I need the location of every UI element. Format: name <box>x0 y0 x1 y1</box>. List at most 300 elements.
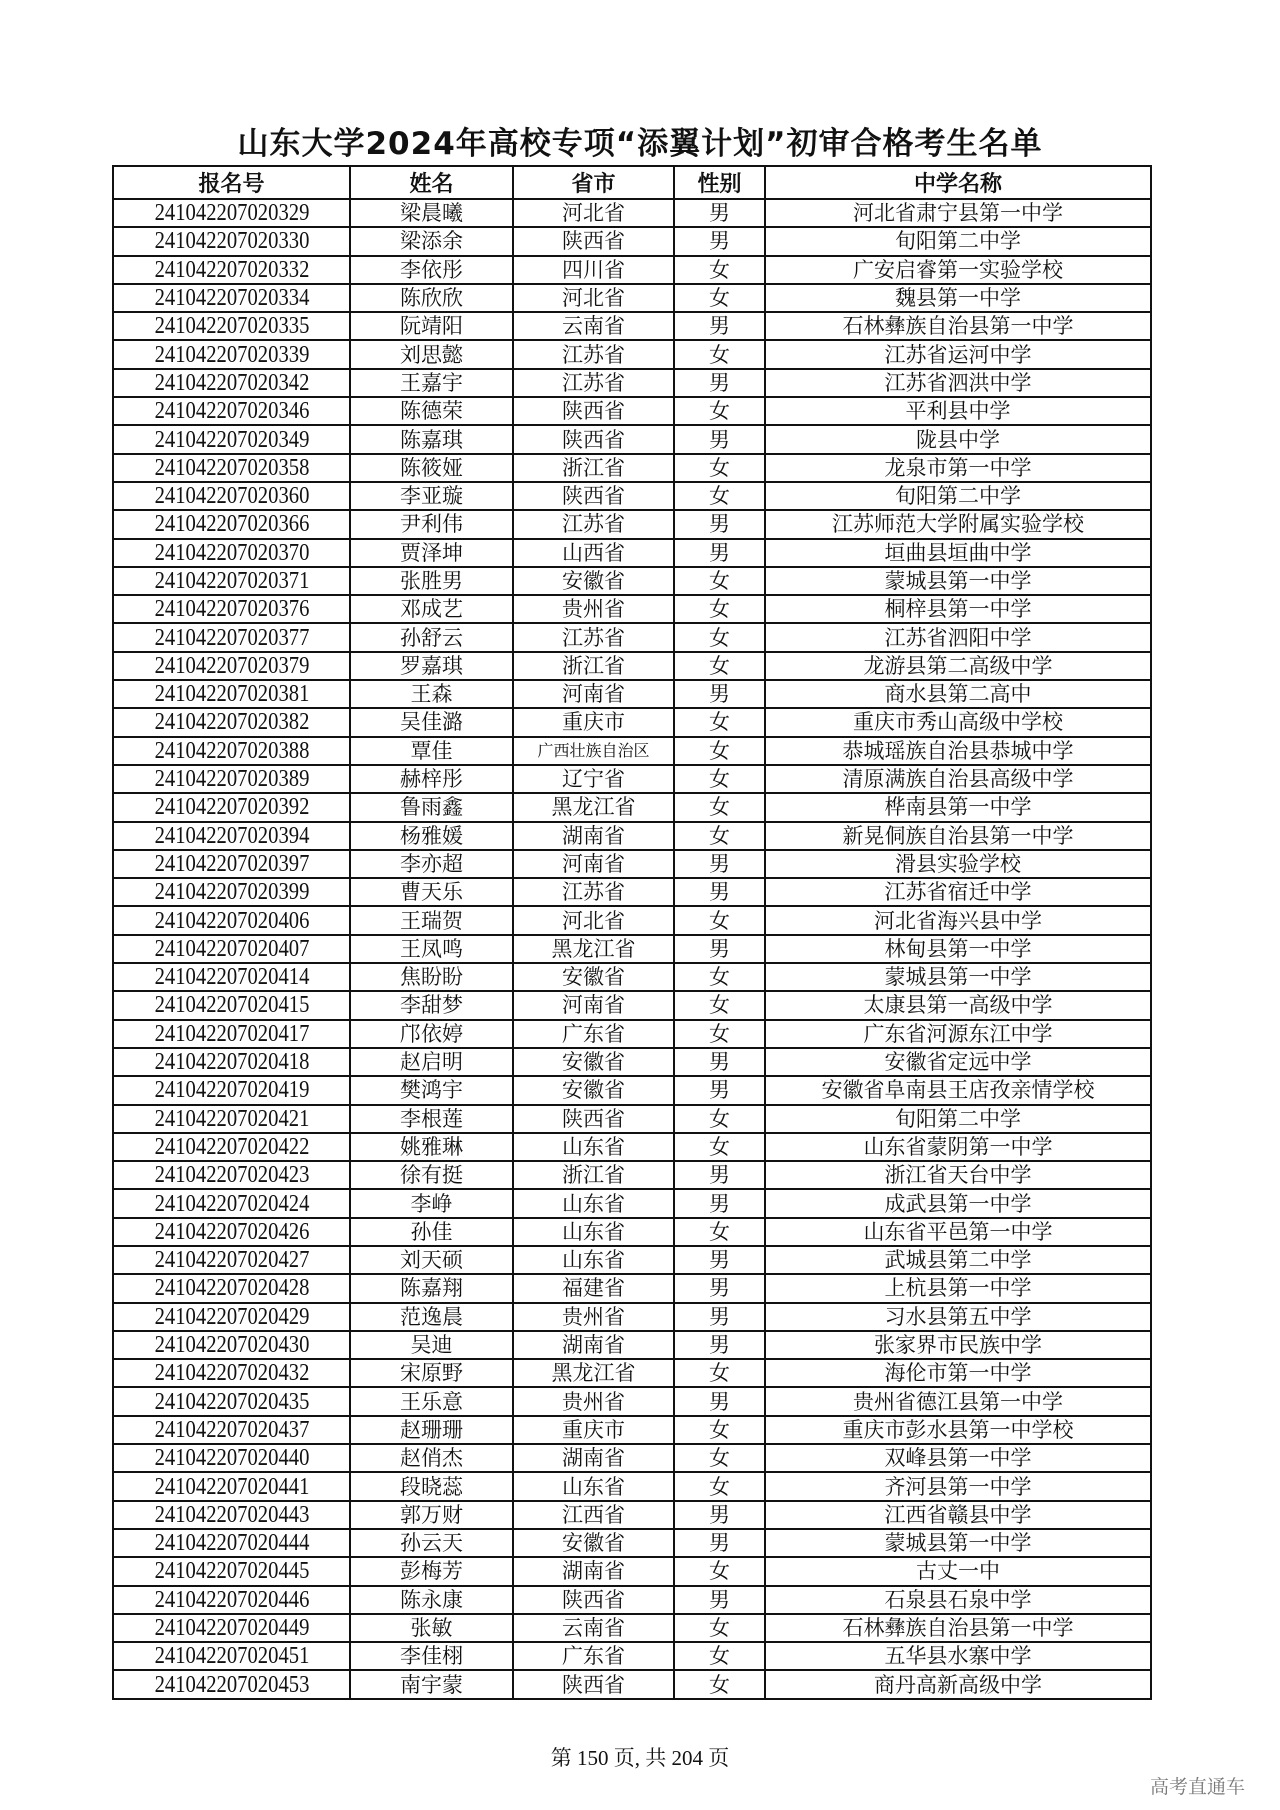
header-registration-no: 报名号 <box>113 166 350 199</box>
student-name-cell: 孙云天 <box>350 1529 513 1557</box>
gender-cell: 男 <box>674 1161 765 1189</box>
registration-no: 241042207020437 <box>154 1416 309 1443</box>
gender-cell: 女 <box>674 1642 765 1670</box>
school-name-cell: 新晃侗族自治县第一中学 <box>765 822 1151 850</box>
student-name-cell: 李根莲 <box>350 1105 513 1133</box>
province-cell: 陕西省 <box>513 397 674 425</box>
student-name-cell: 张胜男 <box>350 567 513 595</box>
school-name-cell: 桦南县第一中学 <box>765 793 1151 821</box>
registration-no-cell <box>113 1274 350 1302</box>
registration-no-cell <box>113 284 350 312</box>
student-name-cell: 李峥 <box>350 1189 513 1217</box>
gender-cell: 女 <box>674 340 765 368</box>
registration-no: 241042207020424 <box>154 1190 309 1217</box>
province-cell: 重庆市 <box>513 1416 674 1444</box>
province-cell: 江苏省 <box>513 369 674 397</box>
school-name-cell: 重庆市秀山高级中学校 <box>765 708 1151 736</box>
gender-cell: 女 <box>674 1218 765 1246</box>
school-name-cell: 蒙城县第一中学 <box>765 1529 1151 1557</box>
school-name-cell: 海伦市第一中学 <box>765 1359 1151 1387</box>
registration-no: 241042207020389 <box>154 766 309 793</box>
table-row <box>113 822 1151 850</box>
school-name-cell: 清原满族自治县高级中学 <box>765 765 1151 793</box>
school-name-cell: 桐梓县第一中学 <box>765 595 1151 623</box>
province-cell: 广西壮族自治区 <box>513 737 674 765</box>
table-row <box>113 397 1151 425</box>
registration-no: 241042207020443 <box>154 1501 309 1528</box>
header-province: 省市 <box>513 166 674 199</box>
registration-no: 241042207020435 <box>154 1388 309 1415</box>
gender-cell: 女 <box>674 1416 765 1444</box>
registration-no: 241042207020394 <box>154 822 309 849</box>
registration-no-cell <box>113 1614 350 1642</box>
school-name-cell: 武城县第二中学 <box>765 1246 1151 1274</box>
registration-no-cell <box>113 510 350 538</box>
province-cell: 安徽省 <box>513 1529 674 1557</box>
school-name-cell: 江苏省宿迁中学 <box>765 878 1151 906</box>
province-cell: 陕西省 <box>513 1586 674 1614</box>
school-name-cell: 山东省平邑第一中学 <box>765 1218 1151 1246</box>
registration-no: 241042207020371 <box>154 568 309 594</box>
registration-no-cell <box>113 652 350 680</box>
table-row <box>113 284 1151 312</box>
school-name-cell: 成武县第一中学 <box>765 1189 1151 1217</box>
province-cell: 重庆市 <box>513 708 674 736</box>
registration-no: 241042207020330 <box>154 228 309 255</box>
province-cell: 辽宁省 <box>513 765 674 793</box>
table-row <box>113 793 1151 821</box>
province-cell: 湖南省 <box>513 822 674 850</box>
registration-no: 241042207020381 <box>154 681 309 708</box>
province-cell: 河北省 <box>513 906 674 934</box>
student-name-cell: 王瑞贺 <box>350 906 513 934</box>
page-number: 第 150 页, 共 204 页 <box>550 1746 730 1770</box>
province-cell: 河南省 <box>513 850 674 878</box>
school-name-cell: 广安启睿第一实验学校 <box>765 256 1151 284</box>
student-name-cell: 吴佳潞 <box>350 708 513 736</box>
school-name-cell: 五华县水寨中学 <box>765 1642 1151 1670</box>
student-name-cell: 梁添余 <box>350 227 513 255</box>
registration-no-cell <box>113 878 350 906</box>
registration-no: 241042207020332 <box>154 256 309 283</box>
registration-no: 241042207020419 <box>154 1077 309 1104</box>
province-cell: 江苏省 <box>513 623 674 651</box>
province-cell: 浙江省 <box>513 1161 674 1189</box>
table-row <box>113 850 1151 878</box>
province-cell: 广东省 <box>513 1020 674 1048</box>
gender-cell: 男 <box>674 1048 765 1076</box>
student-name-cell: 樊鸿宇 <box>350 1076 513 1104</box>
registration-no: 241042207020453 <box>154 1671 309 1698</box>
table-row <box>113 1472 1151 1500</box>
student-name-cell: 张敏 <box>350 1614 513 1642</box>
table-row <box>113 1642 1151 1670</box>
province-cell: 安徽省 <box>513 1048 674 1076</box>
student-name-cell: 孙舒云 <box>350 623 513 651</box>
gender-cell: 男 <box>674 1331 765 1359</box>
gender-cell: 女 <box>674 482 765 510</box>
table-row <box>113 425 1151 453</box>
school-name-cell: 江西省赣县中学 <box>765 1501 1151 1529</box>
registration-no: 241042207020377 <box>154 624 309 651</box>
province-cell: 江西省 <box>513 1501 674 1529</box>
registration-no-cell <box>113 822 350 850</box>
province-cell: 安徽省 <box>513 1076 674 1104</box>
gender-cell: 女 <box>674 1472 765 1500</box>
student-name-cell: 焦盼盼 <box>350 963 513 991</box>
table-row <box>113 935 1151 963</box>
school-name-cell: 河北省海兴县中学 <box>765 906 1151 934</box>
registration-no: 241042207020418 <box>154 1049 309 1076</box>
registration-no: 241042207020415 <box>154 992 309 1019</box>
gender-cell: 男 <box>674 369 765 397</box>
page-title: 山东大学2024年高校专项“添翼计划”初审合格考生名单 <box>237 126 1043 162</box>
gender-cell: 男 <box>674 1189 765 1217</box>
student-name-cell: 罗嘉琪 <box>350 652 513 680</box>
province-cell: 山东省 <box>513 1218 674 1246</box>
student-name-cell: 南宇蒙 <box>350 1670 513 1698</box>
gender-cell: 女 <box>674 652 765 680</box>
student-name-cell: 陈欣欣 <box>350 284 513 312</box>
school-name-cell: 商水县第二高中 <box>765 680 1151 708</box>
gender-cell: 男 <box>674 1529 765 1557</box>
registration-no-cell <box>113 1444 350 1472</box>
school-name-cell: 江苏省泗阳中学 <box>765 623 1151 651</box>
school-name-cell: 张家界市民族中学 <box>765 1331 1151 1359</box>
gender-cell: 女 <box>674 1557 765 1585</box>
student-name-cell: 郭万财 <box>350 1501 513 1529</box>
province-cell: 山东省 <box>513 1246 674 1274</box>
school-name-cell: 江苏省泗洪中学 <box>765 369 1151 397</box>
student-name-cell: 赵俏杰 <box>350 1444 513 1472</box>
registration-no-cell <box>113 369 350 397</box>
province-cell: 山东省 <box>513 1189 674 1217</box>
registration-no: 241042207020329 <box>154 200 309 227</box>
registration-no: 241042207020388 <box>154 737 309 764</box>
province-cell: 陕西省 <box>513 227 674 255</box>
province-cell: 河北省 <box>513 284 674 312</box>
province-cell: 贵州省 <box>513 595 674 623</box>
registration-no-cell <box>113 1416 350 1444</box>
registration-no-cell <box>113 1246 350 1274</box>
table-row <box>113 1303 1151 1331</box>
registration-no: 241042207020392 <box>154 794 309 821</box>
table-row <box>113 1670 1151 1698</box>
table-row <box>113 878 1151 906</box>
gender-cell: 女 <box>674 1670 765 1698</box>
table-row <box>113 1189 1151 1217</box>
table-row <box>113 906 1151 934</box>
school-name-cell: 太康县第一高级中学 <box>765 991 1151 1019</box>
student-name-cell: 赵启明 <box>350 1048 513 1076</box>
province-cell: 贵州省 <box>513 1387 674 1415</box>
gender-cell: 女 <box>674 963 765 991</box>
registration-no-cell <box>113 1048 350 1076</box>
gender-cell: 女 <box>674 1359 765 1387</box>
school-name-cell: 陇县中学 <box>765 425 1151 453</box>
province-cell: 云南省 <box>513 312 674 340</box>
registration-no-cell <box>113 1161 350 1189</box>
gender-cell: 女 <box>674 284 765 312</box>
table-row <box>113 652 1151 680</box>
province-cell: 陕西省 <box>513 1105 674 1133</box>
registration-no: 241042207020441 <box>154 1473 309 1500</box>
student-name-cell: 鲁雨鑫 <box>350 793 513 821</box>
registration-no: 241042207020379 <box>154 652 309 679</box>
registration-no: 241042207020334 <box>154 285 309 312</box>
gender-cell: 女 <box>674 454 765 482</box>
school-name-cell: 魏县第一中学 <box>765 284 1151 312</box>
gender-cell: 男 <box>674 312 765 340</box>
school-name-cell: 蒙城县第一中学 <box>765 963 1151 991</box>
school-name-cell: 浙江省天台中学 <box>765 1161 1151 1189</box>
registration-no-cell <box>113 1076 350 1104</box>
registration-no-cell <box>113 1472 350 1500</box>
gender-cell: 男 <box>674 850 765 878</box>
table-row <box>113 1020 1151 1048</box>
gender-cell: 女 <box>674 1614 765 1642</box>
registration-no: 241042207020382 <box>154 709 309 736</box>
school-name-cell: 上杭县第一中学 <box>765 1274 1151 1302</box>
province-cell: 陕西省 <box>513 1670 674 1698</box>
registration-no-cell <box>113 1642 350 1670</box>
registration-no-cell <box>113 991 350 1019</box>
gender-cell: 女 <box>674 1133 765 1161</box>
registration-no-cell <box>113 539 350 567</box>
province-cell: 江苏省 <box>513 510 674 538</box>
registration-no: 241042207020358 <box>154 454 309 481</box>
registration-no-cell <box>113 963 350 991</box>
registration-no: 241042207020376 <box>154 596 309 623</box>
registration-no: 241042207020445 <box>154 1558 309 1585</box>
gender-cell: 男 <box>674 878 765 906</box>
registration-no: 241042207020414 <box>154 964 309 991</box>
table-row <box>113 539 1151 567</box>
school-name-cell: 重庆市彭水县第一中学校 <box>765 1416 1151 1444</box>
gender-cell: 女 <box>674 1444 765 1472</box>
school-name-cell: 齐河县第一中学 <box>765 1472 1151 1500</box>
school-name-cell: 双峰县第一中学 <box>765 1444 1151 1472</box>
registration-no-cell <box>113 1303 350 1331</box>
student-name-cell: 刘思懿 <box>350 340 513 368</box>
registration-no-cell <box>113 1557 350 1585</box>
student-name-cell: 曹天乐 <box>350 878 513 906</box>
watermark: 高考直通车 <box>1150 1776 1246 1798</box>
registration-no: 241042207020406 <box>154 907 309 934</box>
registration-no: 241042207020421 <box>154 1105 309 1132</box>
table-row <box>113 991 1151 1019</box>
school-name-cell: 石泉县石泉中学 <box>765 1586 1151 1614</box>
student-name-cell: 陈德荣 <box>350 397 513 425</box>
school-name-cell: 旬阳第二中学 <box>765 482 1151 510</box>
school-name-cell: 河北省肃宁县第一中学 <box>765 199 1151 227</box>
registration-no: 241042207020422 <box>154 1133 309 1160</box>
table-row <box>113 510 1151 538</box>
province-cell: 安徽省 <box>513 567 674 595</box>
gender-cell: 男 <box>674 510 765 538</box>
registration-no-cell <box>113 737 350 765</box>
province-cell: 浙江省 <box>513 652 674 680</box>
registration-no-cell <box>113 708 350 736</box>
registration-no-cell <box>113 680 350 708</box>
school-name-cell: 恭城瑶族自治县恭城中学 <box>765 737 1151 765</box>
gender-cell: 男 <box>674 1303 765 1331</box>
table-row <box>113 454 1151 482</box>
school-name-cell: 林甸县第一中学 <box>765 935 1151 963</box>
registration-no: 241042207020451 <box>154 1643 309 1670</box>
student-name-cell: 李亚璇 <box>350 482 513 510</box>
gender-cell: 男 <box>674 1246 765 1274</box>
student-name-cell: 孙佳 <box>350 1218 513 1246</box>
table-row <box>113 1218 1151 1246</box>
student-name-cell: 范逸晨 <box>350 1303 513 1331</box>
student-name-cell: 赫梓彤 <box>350 765 513 793</box>
table-body <box>113 199 1151 1699</box>
school-name-cell: 龙游县第二高级中学 <box>765 652 1151 680</box>
gender-cell: 男 <box>674 680 765 708</box>
registration-no: 241042207020399 <box>154 879 309 906</box>
registration-no: 241042207020335 <box>154 313 309 340</box>
table-row <box>113 1444 1151 1472</box>
gender-cell: 女 <box>674 256 765 284</box>
province-cell: 山西省 <box>513 539 674 567</box>
province-cell: 黑龙江省 <box>513 1359 674 1387</box>
table-row <box>113 1614 1151 1642</box>
registration-no: 241042207020444 <box>154 1530 309 1557</box>
registration-no: 241042207020427 <box>154 1247 309 1274</box>
registration-no-cell <box>113 312 350 340</box>
student-name-cell: 陈筱娅 <box>350 454 513 482</box>
province-cell: 陕西省 <box>513 482 674 510</box>
gender-cell: 男 <box>674 1387 765 1415</box>
student-name-cell: 王嘉宇 <box>350 369 513 397</box>
student-name-cell: 姚雅琳 <box>350 1133 513 1161</box>
registration-no-cell <box>113 1331 350 1359</box>
table-row <box>113 963 1151 991</box>
registration-no-cell <box>113 199 350 227</box>
gender-cell: 男 <box>674 935 765 963</box>
registration-no-cell <box>113 340 350 368</box>
school-name-cell: 石林彝族自治县第一中学 <box>765 1614 1151 1642</box>
gender-cell: 女 <box>674 991 765 1019</box>
table-row <box>113 1331 1151 1359</box>
table-row <box>113 1161 1151 1189</box>
gender-cell: 男 <box>674 1274 765 1302</box>
gender-cell: 男 <box>674 1586 765 1614</box>
registration-no: 241042207020446 <box>154 1586 309 1613</box>
school-name-cell: 贵州省德江县第一中学 <box>765 1387 1151 1415</box>
gender-cell: 女 <box>674 906 765 934</box>
registration-no-cell <box>113 1020 350 1048</box>
gender-cell: 男 <box>674 425 765 453</box>
table-row <box>113 482 1151 510</box>
gender-cell: 女 <box>674 595 765 623</box>
registration-no: 241042207020366 <box>154 511 309 538</box>
student-name-cell: 梁晨曦 <box>350 199 513 227</box>
province-cell: 山东省 <box>513 1133 674 1161</box>
registration-no: 241042207020430 <box>154 1332 309 1359</box>
registration-no-cell <box>113 1218 350 1246</box>
student-name-cell: 王乐意 <box>350 1387 513 1415</box>
header-school: 中学名称 <box>765 166 1151 199</box>
table-row <box>113 1529 1151 1557</box>
school-name-cell: 古丈一中 <box>765 1557 1151 1585</box>
table-row <box>113 312 1151 340</box>
gender-cell: 女 <box>674 765 765 793</box>
gender-cell: 女 <box>674 397 765 425</box>
registration-no-cell <box>113 1133 350 1161</box>
registration-no: 241042207020407 <box>154 935 309 962</box>
student-name-cell: 段晓蕊 <box>350 1472 513 1500</box>
table-row <box>113 765 1151 793</box>
registration-no-cell <box>113 850 350 878</box>
school-name-cell: 安徽省阜南县王店孜亲情学校 <box>765 1076 1151 1104</box>
registration-no-cell <box>113 227 350 255</box>
registration-no-cell <box>113 935 350 963</box>
student-name-cell: 阮靖阳 <box>350 312 513 340</box>
province-cell: 河南省 <box>513 991 674 1019</box>
student-name-cell: 王凤鸣 <box>350 935 513 963</box>
student-name-cell: 李甜梦 <box>350 991 513 1019</box>
registration-no-cell <box>113 1670 350 1698</box>
table-row <box>113 1387 1151 1415</box>
registration-no-cell <box>113 1387 350 1415</box>
registration-no: 241042207020397 <box>154 850 309 877</box>
registration-no-cell <box>113 1189 350 1217</box>
registration-no-cell <box>113 256 350 284</box>
registration-no: 241042207020426 <box>154 1218 309 1245</box>
registration-no: 241042207020342 <box>154 369 309 396</box>
student-name-cell: 邓成艺 <box>350 595 513 623</box>
table-header-row <box>113 166 1151 199</box>
registration-no-cell <box>113 1501 350 1529</box>
school-name-cell: 平利县中学 <box>765 397 1151 425</box>
province-cell: 江苏省 <box>513 340 674 368</box>
gender-cell: 女 <box>674 1105 765 1133</box>
gender-cell: 男 <box>674 227 765 255</box>
registration-no-cell <box>113 595 350 623</box>
student-name-cell: 李亦超 <box>350 850 513 878</box>
gender-cell: 男 <box>674 199 765 227</box>
province-cell: 河北省 <box>513 199 674 227</box>
table-row <box>113 256 1151 284</box>
registration-no-cell <box>113 906 350 934</box>
school-name-cell: 安徽省定远中学 <box>765 1048 1151 1076</box>
student-name-cell: 邝依婷 <box>350 1020 513 1048</box>
province-cell: 安徽省 <box>513 963 674 991</box>
table-row <box>113 737 1151 765</box>
school-name-cell: 旬阳第二中学 <box>765 1105 1151 1133</box>
registration-no-cell <box>113 1529 350 1557</box>
registration-no: 241042207020417 <box>154 1020 309 1047</box>
school-name-cell: 滑县实验学校 <box>765 850 1151 878</box>
registration-no: 241042207020346 <box>154 398 309 425</box>
table-row <box>113 623 1151 651</box>
student-name-cell: 李佳栩 <box>350 1642 513 1670</box>
gender-cell: 男 <box>674 539 765 567</box>
student-name-cell: 覃佳 <box>350 737 513 765</box>
registration-no-cell <box>113 1586 350 1614</box>
gender-cell: 女 <box>674 1020 765 1048</box>
student-name-cell: 杨雅媛 <box>350 822 513 850</box>
student-name-cell: 陈嘉翔 <box>350 1274 513 1302</box>
school-name-cell: 山东省蒙阴第一中学 <box>765 1133 1151 1161</box>
table-row <box>113 1359 1151 1387</box>
student-name-cell: 宋原野 <box>350 1359 513 1387</box>
school-name-cell: 蒙城县第一中学 <box>765 567 1151 595</box>
school-name-cell: 商丹高新高级中学 <box>765 1670 1151 1698</box>
student-name-cell: 陈嘉琪 <box>350 425 513 453</box>
